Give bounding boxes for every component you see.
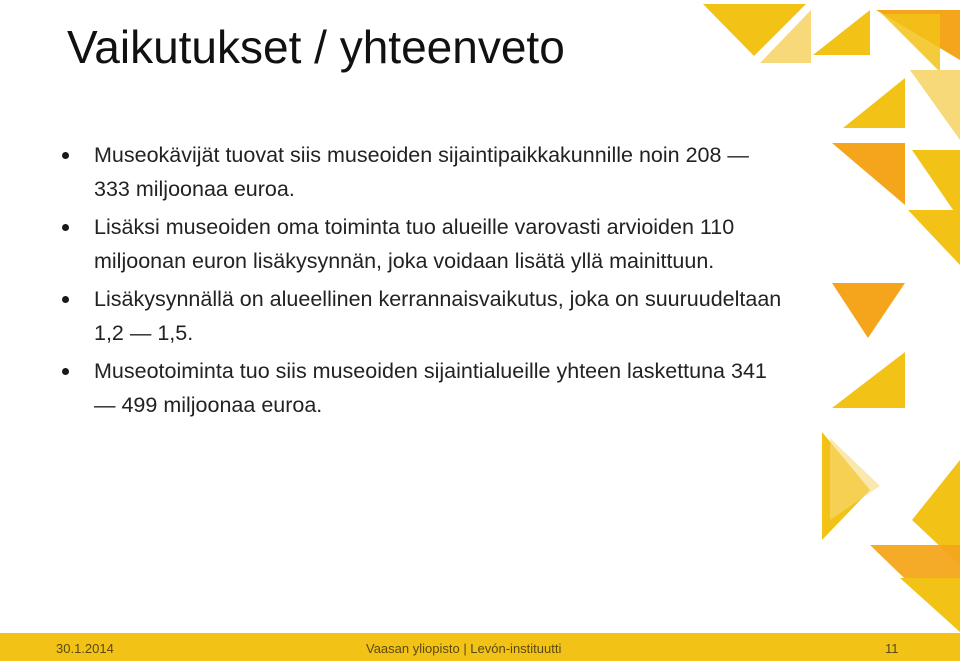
bullet-text: Museotoiminta tuo siis museoiden sijaintialueille yhteen laskettuna 341 — 499 miljoonaa euroa.	[94, 359, 767, 417]
bullet-list	[62, 138, 782, 426]
decor-triangle	[908, 210, 960, 265]
footer-date: 30.1.2014	[56, 641, 114, 656]
decor-triangle	[900, 578, 960, 632]
decor-triangle	[876, 10, 960, 60]
bullet-text: Lisäkysynnällä on alueellinen kerrannaisvaikutus, joka on suuruudeltaan 1,2 — 1,5.	[94, 287, 782, 345]
decor-triangle	[703, 4, 806, 56]
decor-triangle	[870, 545, 960, 632]
decor-triangle	[912, 150, 960, 220]
decor-triangle	[882, 14, 940, 72]
footer-institution: Vaasan yliopisto | Levón-instituutti	[366, 641, 562, 656]
decor-triangle	[832, 283, 905, 338]
bullet-icon	[62, 368, 69, 375]
bullet-icon	[62, 296, 69, 303]
list-item	[62, 354, 782, 422]
footer-bar	[0, 633, 960, 661]
decor-triangle	[832, 143, 905, 205]
decor-triangle	[843, 78, 905, 128]
decor-triangle	[813, 10, 870, 55]
decor-triangle	[760, 10, 811, 63]
bullet-icon	[62, 152, 69, 159]
bullet-text: Museokävijät tuovat siis museoiden sijaintipaikkakunnille noin 208 — 333 miljoonaa euroa.	[94, 143, 749, 201]
decor-triangle	[910, 70, 960, 140]
bullet-icon	[62, 224, 69, 231]
list-item	[62, 282, 782, 350]
slide-title: Vaikutukset / yhteenveto	[67, 21, 565, 73]
decor-triangle	[912, 460, 960, 565]
decor-triangle	[830, 438, 880, 520]
bullet-text: Lisäksi museoiden oma toiminta tuo alueille varovasti arvioiden 110 miljoonan euron lisäkysynnän, joka voidaan lisätä yllä mainittuun.	[94, 215, 735, 273]
page-number: 11	[885, 641, 899, 656]
decor-triangle	[822, 432, 870, 540]
list-item	[62, 138, 782, 206]
list-item	[62, 210, 782, 278]
decor-triangle	[832, 352, 905, 408]
